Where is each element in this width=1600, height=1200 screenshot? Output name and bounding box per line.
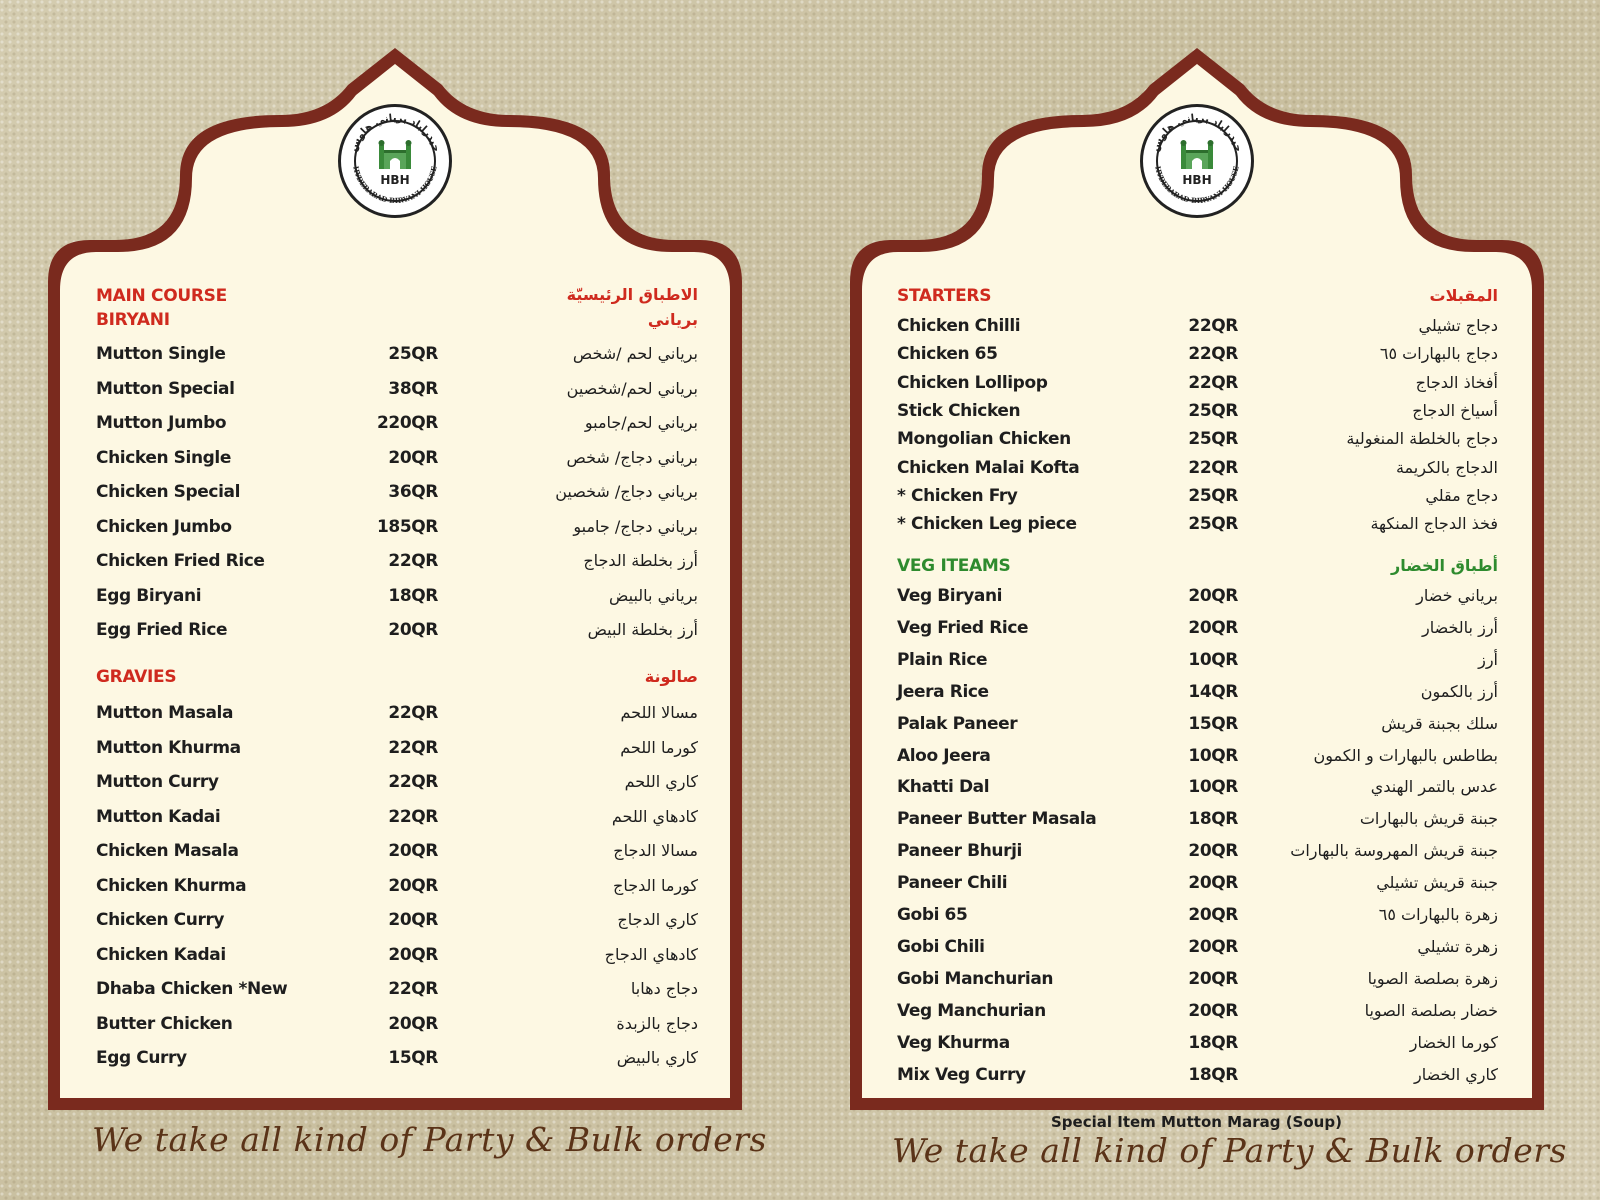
menu-item-name: Mutton Khurma bbox=[96, 737, 241, 758]
menu-item-name: Veg Manchurian bbox=[897, 1000, 1046, 1021]
menu-item-name: Mutton Curry bbox=[96, 772, 219, 792]
section-title-veg: VEG ITEAMS bbox=[897, 556, 1011, 576]
menu-item-price: 22QR bbox=[388, 737, 438, 758]
menu-item-price: 20QR bbox=[1188, 586, 1238, 606]
menu-item-name: Paneer Butter Masala bbox=[897, 809, 1097, 830]
menu-item-name-ar: دجاج مقلي bbox=[1425, 485, 1498, 505]
menu-item-name-ar: كادهاي الدجاج bbox=[604, 944, 698, 964]
section-title-starters-ar: المقبلات bbox=[1429, 286, 1498, 305]
footer-bulk-orders: We take all kind of Party & Bulk orders bbox=[92, 1120, 767, 1159]
menu-item-name: Mutton Kadai bbox=[96, 806, 221, 827]
svg-text:HYDERABAD BIRYANI HOUSE: HYDERABAD BIRYANI HOUSE bbox=[351, 165, 439, 206]
menu-item-row bbox=[96, 876, 698, 900]
menu-item-row bbox=[96, 979, 698, 1003]
menu-item-name-ar: أرز بخلطة الدجاج bbox=[583, 551, 698, 570]
menu-item-name-ar: كاري الدجاج bbox=[617, 910, 698, 929]
menu-item-name: Stick Chicken bbox=[897, 400, 1021, 421]
menu-item-price: 20QR bbox=[388, 910, 438, 930]
menu-item-price: 10QR bbox=[1188, 745, 1238, 766]
menu-item-price: 10QR bbox=[1188, 777, 1238, 798]
menu-item-name-ar: برياني دجاج/ شخص bbox=[566, 447, 698, 467]
menu-item-name-ar: برياني بالبيض bbox=[609, 585, 698, 605]
menu-item-name-ar: برياني خضار bbox=[1416, 586, 1498, 605]
menu-item-row bbox=[96, 1048, 698, 1072]
logo-abbr: HBH bbox=[380, 173, 410, 187]
menu-item-name: Egg Fried Rice bbox=[96, 620, 228, 640]
menu-item-row bbox=[96, 551, 698, 575]
menu-item-price: 220QR bbox=[376, 413, 438, 433]
menu-item-price: 25QR bbox=[1188, 429, 1238, 450]
svg-text:HYDERABAD BIRYANI HOUSE: HYDERABAD BIRYANI HOUSE bbox=[1153, 165, 1241, 206]
menu-item-row bbox=[897, 682, 1498, 706]
section-title-gravies: GRAVIES bbox=[96, 667, 177, 687]
menu-item-price: 20QR bbox=[388, 447, 438, 468]
menu-item-name-ar: أرز bbox=[1478, 649, 1498, 669]
menu-item-row bbox=[96, 620, 698, 644]
menu-item-name: Mutton Special bbox=[96, 378, 235, 399]
menu-item-name: Veg Biryani bbox=[897, 586, 1003, 606]
menu-item-price: 22QR bbox=[1188, 372, 1238, 393]
menu-item-row bbox=[897, 344, 1498, 368]
menu-item-name: Egg Curry bbox=[96, 1048, 187, 1068]
menu-item-name: Aloo Jeera bbox=[897, 745, 991, 766]
menu-item-name: Chicken Lollipop bbox=[897, 372, 1048, 393]
menu-item-price: 20QR bbox=[1188, 617, 1238, 638]
menu-item-name-ar: زهرة تشيلي bbox=[1417, 936, 1498, 956]
menu-item-row bbox=[897, 777, 1498, 801]
section-title-main-course: MAIN COURSE bbox=[96, 286, 227, 306]
svg-text:حيدراباد برياني هاوس: حيدراباد برياني هاوس bbox=[347, 112, 442, 154]
menu-item-name-ar: كادهاي اللحم bbox=[611, 806, 698, 826]
menu-item-name: Chicken Single bbox=[96, 447, 231, 468]
menu-item-name-ar: جبنة قريش تشيلي bbox=[1376, 873, 1498, 893]
menu-item-name: Chicken Special bbox=[96, 482, 241, 502]
menu-item-name: Paneer Chili bbox=[897, 873, 1008, 894]
menu-item-price: 20QR bbox=[1188, 841, 1238, 862]
menu-item-price: 20QR bbox=[388, 1013, 438, 1034]
menu-item-name-ar: دجاج تشيلي bbox=[1418, 316, 1498, 335]
menu-item-price: 14QR bbox=[1188, 681, 1238, 702]
menu-item-name: Gobi 65 bbox=[897, 905, 968, 925]
menu-item-price: 20QR bbox=[388, 944, 438, 965]
menu-item-price: 22QR bbox=[1188, 344, 1238, 365]
menu-item-row bbox=[897, 841, 1498, 865]
menu-item-row bbox=[96, 772, 698, 796]
menu-item-name-ar: كاري اللحم bbox=[624, 772, 698, 791]
menu-item-name: Gobi Manchurian bbox=[897, 968, 1054, 989]
menu-item-price: 18QR bbox=[388, 585, 438, 606]
menu-item-row bbox=[96, 448, 698, 472]
logo-abbr: HBH bbox=[1182, 173, 1212, 187]
menu-item-name-ar: برياني دجاج/ شخصين bbox=[555, 482, 698, 501]
menu-item-price: 18QR bbox=[1188, 1032, 1238, 1053]
menu-item-row bbox=[96, 413, 698, 437]
menu-item-price: 20QR bbox=[1188, 1000, 1238, 1021]
special-item-note: Special Item Mutton Marag (Soup) bbox=[1051, 1113, 1342, 1131]
menu-item-row bbox=[897, 373, 1498, 397]
menu-item-name: Paneer Bhurji bbox=[897, 841, 1022, 862]
menu-item-row bbox=[897, 1001, 1498, 1025]
menu-item-name: Butter Chicken bbox=[96, 1013, 233, 1034]
menu-item-price: 25QR bbox=[1188, 485, 1238, 506]
menu-item-price: 185QR bbox=[376, 516, 438, 537]
menu-item-row bbox=[897, 937, 1498, 961]
svg-text:حيدراباد برياني هاوس: حيدراباد برياني هاوس bbox=[1149, 112, 1244, 154]
menu-item-name-ar: كورما الخضار bbox=[1409, 1032, 1498, 1052]
menu-item-name-ar: دجاج بالزبدة bbox=[616, 1013, 698, 1033]
menu-item-name-ar: أرز بخلطة البيض bbox=[587, 620, 698, 639]
menu-item-name: Chicken 65 bbox=[897, 344, 998, 365]
menu-item-price: 10QR bbox=[1188, 649, 1238, 670]
menu-item-price: 22QR bbox=[388, 551, 438, 571]
menu-item-name: Mongolian Chicken bbox=[897, 429, 1071, 450]
menu-item-row bbox=[96, 841, 698, 865]
menu-item-row bbox=[96, 738, 698, 762]
menu-item-price: 25QR bbox=[1188, 514, 1238, 535]
hbh-logo bbox=[338, 104, 452, 218]
menu-item-name: Chicken Curry bbox=[96, 910, 225, 930]
menu-item-row bbox=[96, 379, 698, 403]
menu-item-row bbox=[897, 746, 1498, 770]
menu-item-name: Palak Paneer bbox=[897, 713, 1018, 734]
menu-item-name: Dhaba Chicken *New bbox=[96, 979, 288, 999]
menu-item-name: Chicken Fried Rice bbox=[96, 551, 265, 571]
menu-item-row bbox=[96, 807, 698, 831]
menu-item-row bbox=[96, 1014, 698, 1038]
menu-item-name-ar: مسالا اللحم bbox=[620, 703, 698, 722]
menu-item-row bbox=[96, 945, 698, 969]
menu-item-row bbox=[897, 1065, 1498, 1089]
menu-item-name: Chicken Khurma bbox=[96, 875, 247, 896]
menu-item-row bbox=[96, 482, 698, 506]
menu-item-name-ar: أسياخ الدجاج bbox=[1412, 400, 1498, 420]
menu-item-name: Veg Fried Rice bbox=[897, 617, 1029, 638]
menu-item-name: Chicken Jumbo bbox=[96, 516, 232, 537]
section-title-starters: STARTERS bbox=[897, 286, 992, 306]
menu-item-name: Jeera Rice bbox=[897, 681, 989, 702]
menu-item-name-ar: كورما اللحم bbox=[620, 737, 698, 757]
menu-item-name-ar: كاري الخضار bbox=[1414, 1064, 1498, 1084]
section-title-main-course-ar: الاطباق الرئيسيّة bbox=[566, 285, 698, 304]
menu-item-name-ar: دجاج بالبهارات ٦٥ bbox=[1379, 344, 1498, 364]
menu-item-row bbox=[897, 486, 1498, 510]
menu-item-name: * Chicken Fry bbox=[897, 485, 1018, 506]
menu-item-name-ar: خضار بصلصة الصويا bbox=[1364, 1000, 1498, 1020]
menu-item-name: Chicken Malai Kofta bbox=[897, 457, 1080, 478]
menu-panel-right bbox=[800, 0, 1600, 1200]
menu-item-name-ar: كاري بالبيض bbox=[616, 1048, 698, 1067]
menu-item-row bbox=[897, 714, 1498, 738]
menu-item-name-ar: زهرة بصلصة الصويا bbox=[1367, 968, 1498, 988]
footer-bulk-orders: We take all kind of Party & Bulk orders bbox=[892, 1131, 1567, 1170]
menu-item-name-ar: زهرة بالبهارات ٦٥ bbox=[1378, 905, 1498, 924]
menu-item-name: Mix Veg Curry bbox=[897, 1064, 1026, 1085]
menu-item-price: 25QR bbox=[1188, 400, 1238, 421]
menu-item-price: 15QR bbox=[1188, 713, 1238, 734]
menu-item-row bbox=[897, 429, 1498, 453]
menu-item-row bbox=[897, 969, 1498, 993]
menu-item-name-ar: كورما الدجاج bbox=[613, 875, 698, 895]
menu-item-row bbox=[897, 514, 1498, 538]
section-title-veg-ar: أطباق الخضار bbox=[1391, 556, 1498, 575]
menu-item-name-ar: جبنة قريش المهروسة بالبهارات bbox=[1290, 841, 1498, 861]
menu-item-price: 38QR bbox=[388, 378, 438, 399]
menu-item-row bbox=[897, 586, 1498, 610]
menu-item-name: Veg Khurma bbox=[897, 1032, 1010, 1053]
menu-item-row bbox=[96, 703, 698, 727]
menu-item-name: Chicken Kadai bbox=[96, 944, 226, 965]
menu-item-name-ar: مسالا الدجاج bbox=[613, 841, 698, 860]
menu-item-name: Mutton Single bbox=[96, 344, 226, 364]
menu-item-price: 22QR bbox=[388, 703, 438, 723]
menu-item-name-ar: دجاج بالخلطة المنغولية bbox=[1346, 429, 1498, 449]
menu-item-row bbox=[897, 618, 1498, 642]
menu-item-name: Gobi Chili bbox=[897, 936, 985, 957]
menu-item-name: Egg Biryani bbox=[96, 585, 202, 606]
menu-item-price: 20QR bbox=[1188, 968, 1238, 989]
section-title-biryani-ar: برياني bbox=[647, 310, 698, 329]
menu-item-name: * Chicken Leg piece bbox=[897, 514, 1077, 535]
menu-item-name-ar: أرز بالخضار bbox=[1422, 617, 1498, 637]
menu-item-price: 18QR bbox=[1188, 1064, 1238, 1085]
menu-item-price: 22QR bbox=[388, 979, 438, 999]
menu-item-name: Plain Rice bbox=[897, 649, 988, 670]
menu-item-name-ar: دجاج دهابا bbox=[630, 979, 698, 998]
menu-item-row bbox=[897, 873, 1498, 897]
menu-item-name-ar: أفخاذ الدجاج bbox=[1415, 372, 1498, 392]
menu-item-name-ar: برياني لحم/جامبو bbox=[584, 413, 698, 432]
menu-item-price: 20QR bbox=[1188, 936, 1238, 957]
logo-ring-text bbox=[341, 107, 449, 215]
menu-item-row bbox=[897, 316, 1498, 340]
menu-item-row bbox=[897, 650, 1498, 674]
menu-item-price: 18QR bbox=[1188, 809, 1238, 830]
menu-item-name-ar: سلك بجبنة قريش bbox=[1381, 713, 1498, 733]
menu-item-row bbox=[897, 809, 1498, 833]
hbh-logo bbox=[1140, 104, 1254, 218]
logo-ring-text bbox=[1143, 107, 1251, 215]
menu-item-name-ar: عدس بالتمر الهندي bbox=[1370, 777, 1498, 797]
menu-item-name: Chicken Chilli bbox=[897, 316, 1021, 336]
menu-item-name: Mutton Jumbo bbox=[96, 413, 227, 433]
menu-item-row bbox=[96, 344, 698, 368]
menu-item-row bbox=[96, 517, 698, 541]
menu-item-row bbox=[96, 910, 698, 934]
menu-item-name: Khatti Dal bbox=[897, 777, 990, 798]
menu-item-row bbox=[897, 401, 1498, 425]
menu-item-name-ar: برياني دجاج/ جامبو bbox=[573, 516, 698, 536]
menu-item-price: 22QR bbox=[388, 772, 438, 792]
menu-item-name-ar: فخذ الدجاج المنكهة bbox=[1370, 514, 1498, 534]
menu-item-price: 36QR bbox=[388, 482, 438, 502]
menu-item-row bbox=[897, 458, 1498, 482]
menu-item-price: 22QR bbox=[388, 806, 438, 827]
menu-item-name-ar: برياني لحم/شخصين bbox=[566, 378, 698, 398]
menu-item-row bbox=[897, 905, 1498, 929]
menu-item-row bbox=[96, 586, 698, 610]
section-title-gravies-ar: صالونة bbox=[644, 667, 698, 686]
section-title-biryani: BIRYANI bbox=[96, 310, 170, 330]
menu-item-price: 20QR bbox=[388, 875, 438, 896]
menu-item-name-ar: أرز بالكمون bbox=[1420, 681, 1498, 701]
menu-item-name-ar: جبنة قريش بالبهارات bbox=[1359, 809, 1498, 829]
menu-item-price: 22QR bbox=[1188, 316, 1238, 336]
menu-item-price: 20QR bbox=[1188, 873, 1238, 894]
menu-item-name: Mutton Masala bbox=[96, 703, 234, 723]
menu-item-name: Chicken Masala bbox=[96, 841, 239, 861]
menu-item-name-ar: الدجاج بالكريمة bbox=[1395, 457, 1498, 477]
menu-item-price: 22QR bbox=[1188, 457, 1238, 478]
menu-item-name-ar: برياني لحم /شخص bbox=[572, 344, 698, 363]
menu-item-price: 20QR bbox=[388, 620, 438, 640]
menu-item-price: 15QR bbox=[388, 1048, 438, 1068]
menu-item-price: 25QR bbox=[388, 344, 438, 364]
menu-item-row bbox=[897, 1033, 1498, 1057]
menu-item-price: 20QR bbox=[388, 841, 438, 861]
menu-item-name-ar: بطاطس بالبهارات و الكمون bbox=[1313, 745, 1498, 765]
menu-item-price: 20QR bbox=[1188, 905, 1238, 925]
